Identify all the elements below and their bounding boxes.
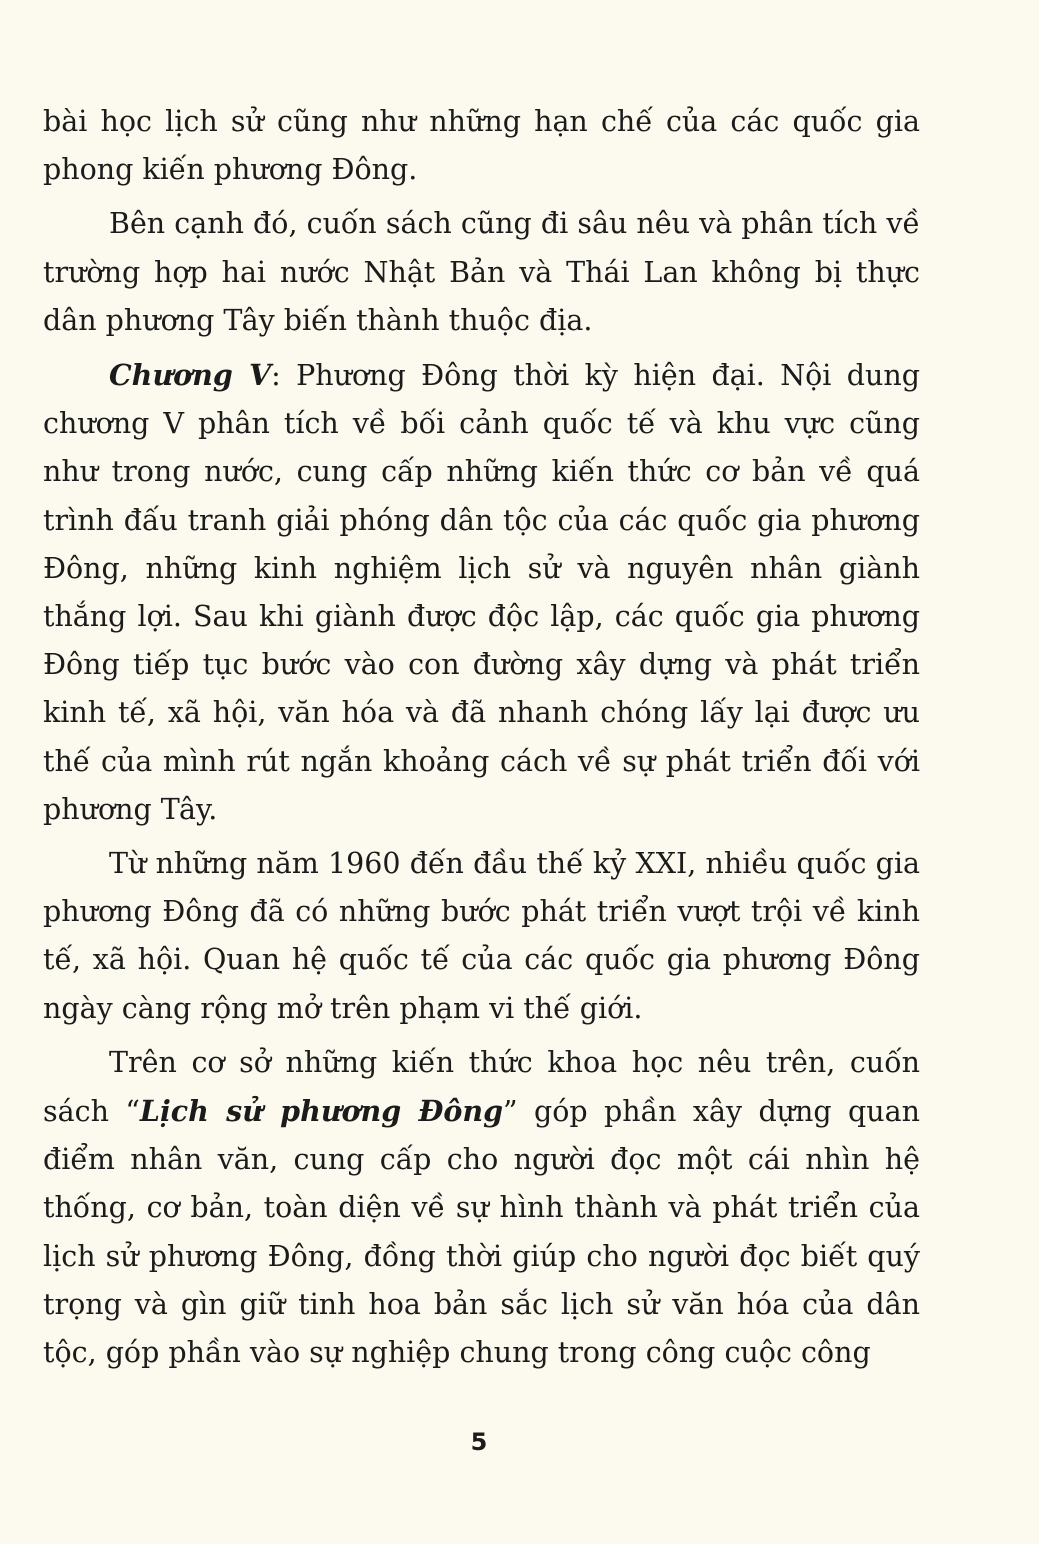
paragraph-text: Từ những năm 1960 đến đầu thế kỷ XXI, nhiều quốc gia phương Đông đã có những bước phát triển vượt trội về kinh tế, xã hội. Quan hệ quốc tế của các quốc gia phương Đông ngày càng rộng mở trên phạm vi thế giới. bbox=[43, 847, 920, 1025]
paragraph-continuation bbox=[43, 98, 920, 194]
paragraph-text: : Phương Đông thời kỳ hiện đại. Nội dung chương V phân tích về bối cảnh quốc tế và khu vực cũng như trong nước, cung cấp những kiến thức cơ bản về quá trình đấu tranh giải phóng dân tộc của các quốc gia phương Đông, những kinh nghiệm lịch sử và nguyên nhân giành thắng lợi. Sau khi giành được độc lập, các quốc gia phương Đông tiếp tục bước vào con đường xây dựng và phát triển kinh tế, xã hội, văn hóa và đã nhanh chóng lấy lại được ưu thế của mình rút ngắn khoảng cách về sự phát triển đối với phương Tây. bbox=[43, 359, 920, 826]
paragraph-text: Bên cạnh đó, cuốn sách cũng đi sâu nêu và phân tích về trường hợp hai nước Nhật Bản và Thái Lan không bị thực dân phương Tây biến thành thuộc địa. bbox=[43, 207, 920, 337]
chapter-label: Chương V bbox=[109, 358, 272, 393]
paragraph-text: bài học lịch sử cũng như những hạn chế của các quốc gia phong kiến phương Đông. bbox=[43, 105, 920, 187]
book-title: Lịch sử phương Đông bbox=[139, 1094, 504, 1129]
paragraph-chapter-five bbox=[43, 351, 920, 834]
paragraph-conclusion bbox=[43, 1039, 920, 1377]
paragraph-development bbox=[43, 840, 920, 1033]
page-number: 5 bbox=[470, 1428, 488, 1456]
paragraph-japan-thailand bbox=[43, 200, 920, 345]
body-text bbox=[43, 98, 920, 1377]
paragraph-text-after-title: ” góp phần xây dựng quan điểm nhân văn, cung cấp cho người đọc một cái nhìn hệ thống, cơ bản, toàn diện về sự hình thành và phát triển của lịch sử phương Đông, đồng thời giúp cho người đọc biết quý trọng và gìn giữ tinh hoa bản sắc lịch sử văn hóa của dân tộc, góp phần vào sự nghiệp chung trong công cuộc công bbox=[43, 1095, 920, 1370]
paragraph-text-before-title: Trên cơ sở những kiến thức khoa học nêu trên, cuốn sách “ bbox=[43, 1045, 920, 1129]
